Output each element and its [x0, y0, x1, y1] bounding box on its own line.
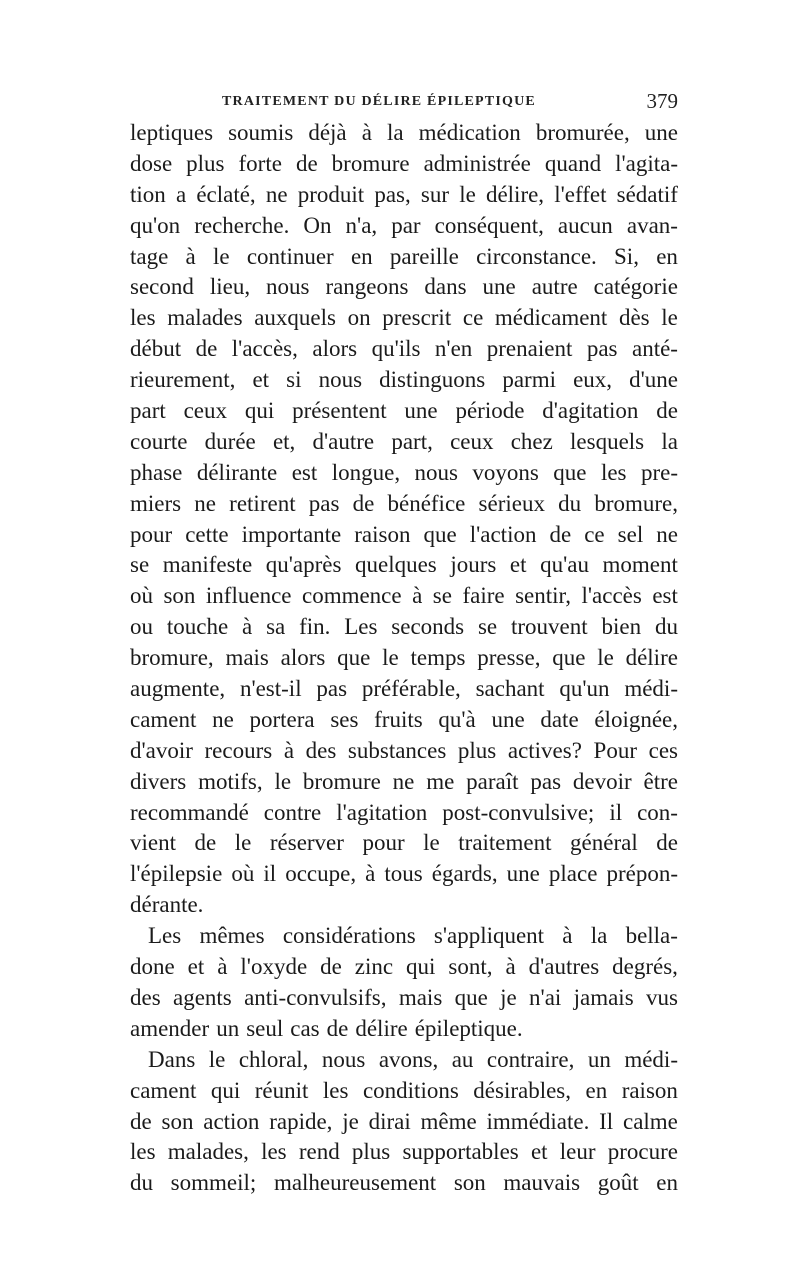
text-line: second lieu, nous rangeons dans une autre catégorie: [130, 274, 678, 300]
text-line: recommandé contre l'agitation post-convulsive; il con-: [130, 799, 678, 825]
text-line: rieurement, et si nous distinguons parmi eux, d'une: [130, 367, 678, 393]
text-line: done et à l'oxyde de zinc qui sont, à d'autres degrés,: [130, 954, 678, 980]
text-line: phase délirante est longue, nous voyons que les pre-: [130, 459, 678, 485]
text-line: dérante.: [130, 892, 204, 918]
text-line: vient de le réserver pour le traitement général de: [130, 830, 678, 856]
text-line: leptiques soumis déjà à la médication bromurée, une: [130, 120, 678, 145]
text-line: les malades, les rend plus supportables et leur procure: [130, 1139, 678, 1165]
text-line: d'avoir recours à des substances plus actives? Pour ces: [130, 737, 678, 763]
text-line: où son influence commence à se faire sentir, l'accès est: [130, 583, 678, 609]
text-line: cament ne portera ses fruits qu'à une date éloignée,: [130, 706, 678, 732]
page-header: [130, 89, 678, 116]
text-line: bromure, mais alors que le temps presse, que le délire: [130, 645, 678, 671]
text-line: cament qui réunit les conditions désirables, en raison: [130, 1077, 678, 1103]
text-line: divers motifs, le bromure ne me paraît pas devoir être: [130, 768, 678, 794]
text-line: amender un seul cas de délire épileptique.: [130, 1015, 523, 1041]
text-line: tion a éclaté, ne produit pas, sur le délire, l'effet sédatif: [130, 181, 678, 207]
running-title: TRAITEMENT DU DÉLIRE ÉPILEPTIQUE: [222, 94, 536, 109]
text-line: les malades auxquels on prescrit ce médicament dès le: [130, 305, 678, 331]
text-line: miers ne retirent pas de bénéfice sérieux du bromure,: [130, 490, 678, 516]
body-text: [130, 118, 678, 1199]
text-line: début de l'accès, alors qu'ils n'en prenaient pas anté-: [130, 336, 678, 362]
text-line: ou touche à sa fin. Les seconds se trouvent bien du: [130, 614, 678, 640]
text-line: tage à le continuer en pareille circonstance. Si, en: [130, 243, 678, 269]
text-line: se manifeste qu'après quelques jours et qu'au moment: [130, 552, 678, 578]
text-line: Dans le chloral, nous avons, au contraire, un médi-: [148, 1046, 678, 1072]
text-line: l'épilepsie où il occupe, à tous égards, une place prépon-: [130, 861, 678, 887]
text-line: du sommeil; malheureusement son mauvais goût en: [130, 1170, 678, 1196]
text-line: dose plus forte de bromure administrée quand l'agita-: [130, 150, 678, 176]
text-line: part ceux qui présentent une période d'agitation de: [130, 398, 678, 424]
text-line: pour cette importante raison que l'action de ce sel ne: [130, 521, 678, 547]
text-line: courte durée et, d'autre part, ceux chez lesquels la: [130, 428, 678, 454]
page-number: 379: [646, 89, 678, 113]
text-line: de son action rapide, je dirai même immédiate. Il calme: [130, 1108, 678, 1134]
text-line: augmente, n'est-il pas préférable, sachant qu'un médi-: [130, 676, 678, 702]
text-line: Les mêmes considérations s'appliquent à la bella-: [148, 923, 678, 949]
text-line: qu'on recherche. On n'a, par conséquent, aucun avan-: [130, 212, 678, 238]
text-line: des agents anti-convulsifs, mais que je n'ai jamais vus: [130, 984, 678, 1010]
